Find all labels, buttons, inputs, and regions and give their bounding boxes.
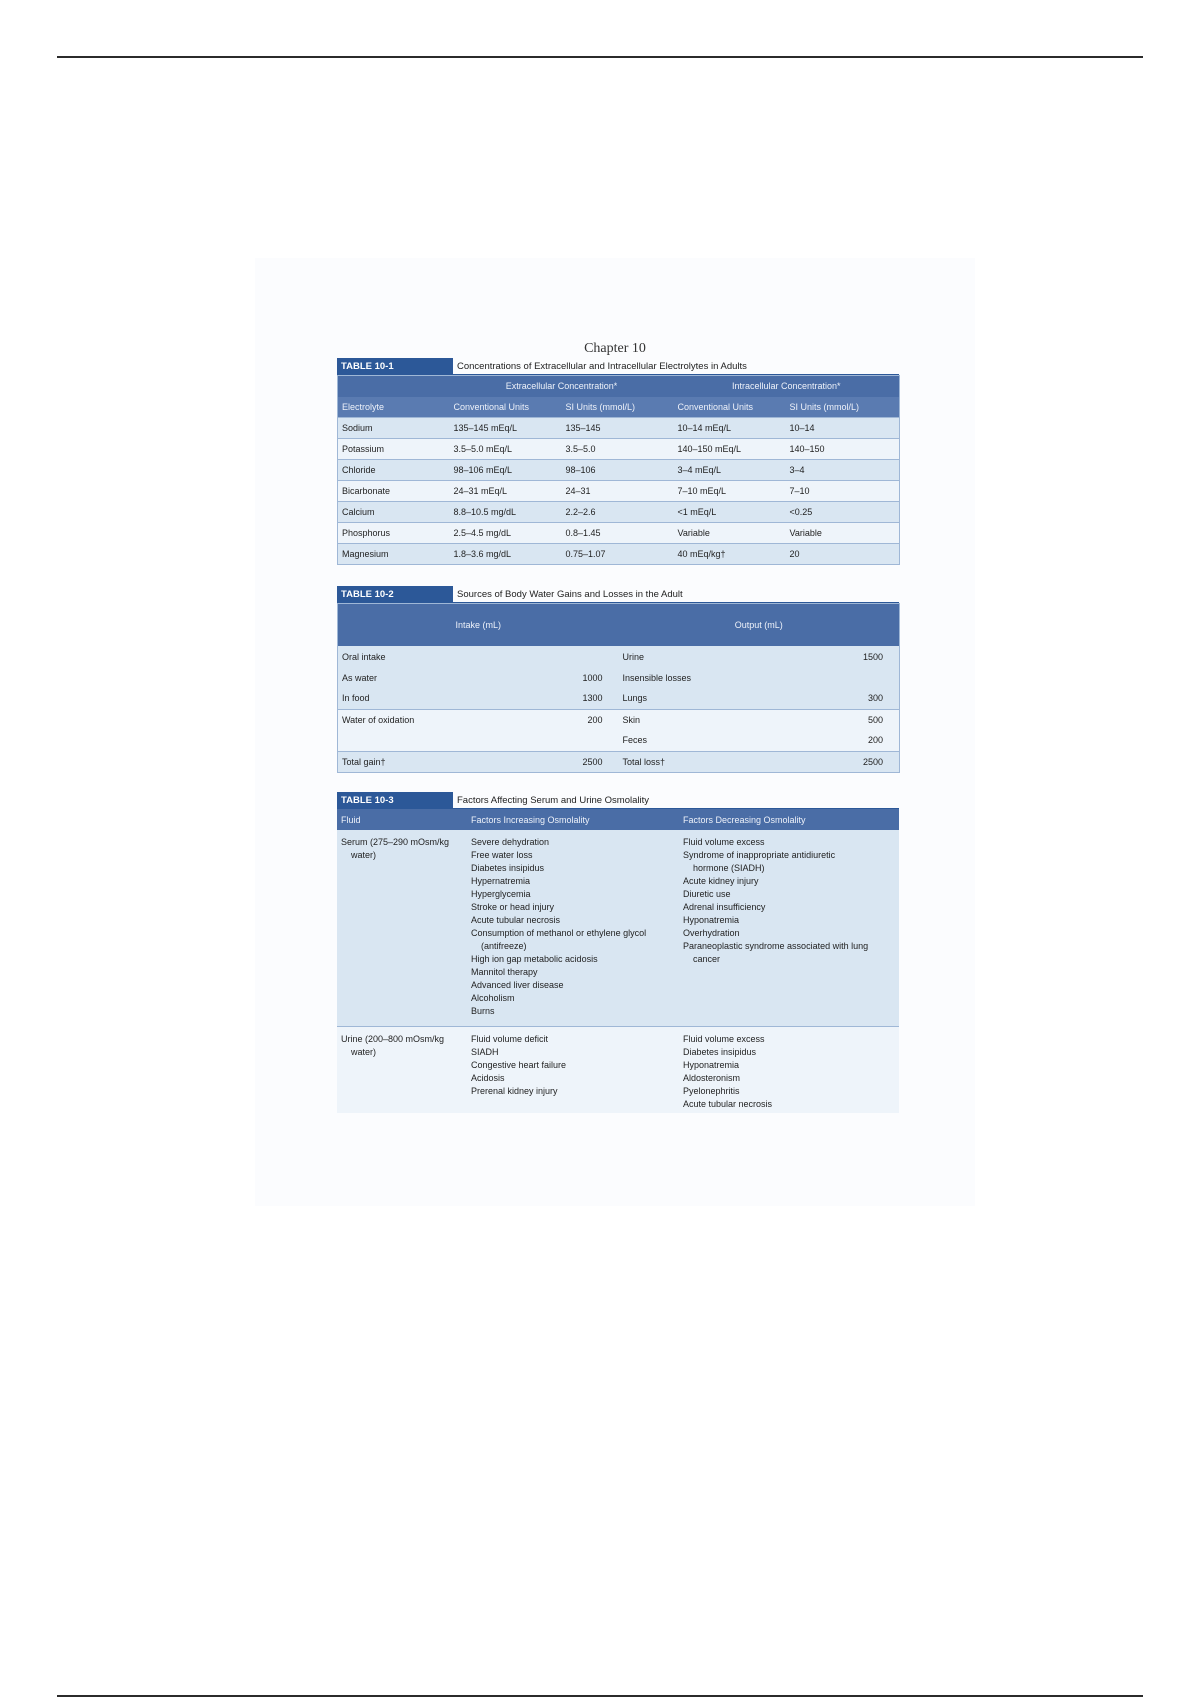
column-header: SI Units (mmol/L)	[786, 397, 900, 418]
footer-rule	[57, 1695, 1143, 1697]
increasing-list	[467, 830, 679, 1027]
output-header: Output (mL)	[619, 604, 900, 647]
header-row	[338, 604, 900, 647]
table-cell: 40 mEq/kg†	[674, 544, 786, 565]
table-cell: Water of oxidation	[338, 709, 483, 730]
table-cell: 3.5–5.0	[562, 439, 674, 460]
table-row	[338, 667, 900, 688]
table-row	[338, 544, 900, 565]
table-tag: TABLE 10-1	[337, 358, 453, 375]
table-cell: 135–145 mEq/L	[450, 418, 562, 439]
scanned-page	[255, 258, 975, 1206]
table-cell: 135–145	[562, 418, 674, 439]
list-item: Hyponatremia	[683, 915, 740, 925]
table-row	[338, 502, 900, 523]
column-header-row	[338, 397, 900, 418]
fluid-label-cont: water)	[351, 850, 377, 860]
table-row	[338, 460, 900, 481]
group-extracellular: Extracellular Concentration*	[450, 376, 674, 397]
table-row	[338, 481, 900, 502]
table-cell: 2500	[764, 751, 900, 772]
list-item: Pyelonephritis	[683, 1086, 740, 1096]
table-cell: As water	[338, 667, 483, 688]
column-header: Conventional Units	[674, 397, 786, 418]
table-cell: 1300	[483, 688, 619, 709]
table-cell: Oral intake	[338, 646, 483, 667]
table-cell	[338, 730, 483, 751]
table-cell: Skin	[619, 709, 764, 730]
table-cell: 24–31	[562, 481, 674, 502]
table-cell: 8.8–10.5 mg/dL	[450, 502, 562, 523]
group-intracellular: Intracellular Concentration*	[674, 376, 900, 397]
column-header: Factors Decreasing Osmolality	[679, 809, 899, 830]
table-label	[337, 792, 899, 809]
list-item: Diabetes insipidus	[683, 1047, 757, 1057]
column-header: Fluid	[337, 809, 467, 830]
table-cell: Chloride	[338, 460, 450, 481]
table-cell: 0.8–1.45	[562, 523, 674, 544]
table-label	[337, 586, 899, 603]
fluid-label: Urine (200–800 mOsm/kg	[341, 1034, 445, 1044]
list-item: Free water loss	[471, 850, 533, 860]
electrolytes-table	[337, 375, 900, 565]
table-cell: 1000	[483, 667, 619, 688]
table-cell: <1 mEq/L	[674, 502, 786, 523]
table-cell: Feces	[619, 730, 764, 751]
table-10-1	[337, 358, 899, 565]
table-cell: 10–14	[786, 418, 900, 439]
decreasing-list	[679, 1027, 899, 1114]
fluid-label: Serum (275–290 mOsm/kg	[341, 837, 450, 847]
list-item: Hyponatremia	[683, 1060, 740, 1070]
fluid-cell	[337, 830, 467, 1027]
list-item: Burns	[471, 1006, 495, 1016]
list-item: Syndrome of inappropriate antidiuretic	[683, 850, 836, 860]
table-cell: 200	[764, 730, 900, 751]
table-cell: 98–106	[562, 460, 674, 481]
table-cell: 20	[786, 544, 900, 565]
list-item: Mannitol therapy	[471, 967, 538, 977]
list-item: Advanced liver disease	[471, 980, 564, 990]
table-cell	[483, 730, 619, 751]
water-balance-table	[337, 603, 900, 773]
table-cell: 500	[764, 709, 900, 730]
table-cell	[764, 667, 900, 688]
table-cell: In food	[338, 688, 483, 709]
list-item: Acute kidney injury	[683, 876, 759, 886]
chapter-heading: Chapter 10	[584, 341, 646, 356]
column-header: Electrolyte	[338, 397, 450, 418]
table-cell: 3.5–5.0 mEq/L	[450, 439, 562, 460]
table-cell: Phosphorus	[338, 523, 450, 544]
list-item: Fluid volume deficit	[471, 1034, 549, 1044]
table-cell: 7–10	[786, 481, 900, 502]
table-cell: Variable	[674, 523, 786, 544]
table-row	[338, 439, 900, 460]
table-row	[338, 730, 900, 751]
table-cell: Bicarbonate	[338, 481, 450, 502]
table-cell: Total gain†	[338, 751, 483, 772]
serum-row	[337, 830, 899, 1027]
table-cell: 1.8–3.6 mg/dL	[450, 544, 562, 565]
table-cell: Total loss†	[619, 751, 764, 772]
table-cell: 7–10 mEq/L	[674, 481, 786, 502]
table-cell: 300	[764, 688, 900, 709]
table-cell: 140–150	[786, 439, 900, 460]
column-header: Conventional Units	[450, 397, 562, 418]
list-item: Alcoholism	[471, 993, 515, 1003]
list-item: Overhydration	[683, 928, 740, 938]
table-tag: TABLE 10-2	[337, 586, 453, 603]
list-item: Stroke or head injury	[471, 902, 555, 912]
table-row	[338, 709, 900, 730]
list-item: Acute tubular necrosis	[683, 1099, 773, 1109]
table-cell: Calcium	[338, 502, 450, 523]
table-cell: Lungs	[619, 688, 764, 709]
list-item: SIADH	[471, 1047, 499, 1057]
osmolality-table	[337, 809, 899, 1113]
header-rule	[57, 56, 1143, 58]
table-row	[338, 418, 900, 439]
list-item: Hyperglycemia	[471, 889, 531, 899]
list-item: Aldosteronism	[683, 1073, 741, 1083]
table-title: Sources of Body Water Gains and Losses in the Adult	[453, 586, 899, 603]
table-10-3	[337, 792, 899, 1113]
table-cell: <0.25	[786, 502, 900, 523]
table-cell: Insensible losses	[619, 667, 764, 688]
list-item: (antifreeze)	[481, 941, 527, 951]
list-item: Consumption of methanol or ethylene glycol	[471, 928, 647, 938]
table-tag: TABLE 10-3	[337, 792, 453, 809]
column-header: Factors Increasing Osmolality	[467, 809, 679, 830]
table-row	[338, 523, 900, 544]
table-cell	[483, 646, 619, 667]
table-cell: 200	[483, 709, 619, 730]
table-cell: 24–31 mEq/L	[450, 481, 562, 502]
list-item: hormone (SIADH)	[693, 863, 765, 873]
table-row	[338, 751, 900, 772]
intake-header: Intake (mL)	[338, 604, 619, 647]
fluid-label-cont: water)	[351, 1047, 377, 1057]
table-title: Concentrations of Extracellular and Intracellular Electrolytes in Adults	[453, 358, 899, 375]
table-cell: 3–4 mEq/L	[674, 460, 786, 481]
table-row	[338, 688, 900, 709]
list-item: cancer	[693, 954, 721, 964]
list-item: Acidosis	[471, 1073, 505, 1083]
list-item: Congestive heart failure	[471, 1060, 567, 1070]
list-item: High ion gap metabolic acidosis	[471, 954, 598, 964]
list-item: Adrenal insufficiency	[683, 902, 766, 912]
increasing-list	[467, 1027, 679, 1114]
list-item: Diuretic use	[683, 889, 731, 899]
list-item: Diabetes insipidus	[471, 863, 545, 873]
list-item: Acute tubular necrosis	[471, 915, 561, 925]
list-item: Prerenal kidney injury	[471, 1086, 558, 1096]
table-cell: 2.2–2.6	[562, 502, 674, 523]
decreasing-list	[679, 830, 899, 1027]
column-header-row	[337, 809, 899, 830]
table-cell: 3–4	[786, 460, 900, 481]
table-cell: 1500	[764, 646, 900, 667]
table-cell: 140–150 mEq/L	[674, 439, 786, 460]
fluid-cell	[337, 1027, 467, 1114]
list-item: Fluid volume excess	[683, 1034, 765, 1044]
table-cell: Urine	[619, 646, 764, 667]
table-title: Factors Affecting Serum and Urine Osmolality	[453, 792, 899, 809]
table-cell: 98–106 mEq/L	[450, 460, 562, 481]
list-item: Severe dehydration	[471, 837, 550, 847]
urine-row	[337, 1027, 899, 1114]
table-cell: 2.5–4.5 mg/dL	[450, 523, 562, 544]
table-cell: 2500	[483, 751, 619, 772]
list-item: Hypernatremia	[471, 876, 531, 886]
table-cell: Sodium	[338, 418, 450, 439]
table-row	[338, 646, 900, 667]
list-item: Fluid volume excess	[683, 837, 765, 847]
table-cell: Potassium	[338, 439, 450, 460]
table-cell: Variable	[786, 523, 900, 544]
table-cell: Magnesium	[338, 544, 450, 565]
list-item: Paraneoplastic syndrome associated with lung	[683, 941, 869, 951]
table-label	[337, 358, 899, 375]
table-cell: 10–14 mEq/L	[674, 418, 786, 439]
table-cell: 0.75–1.07	[562, 544, 674, 565]
column-header: SI Units (mmol/L)	[562, 397, 674, 418]
group-header-row	[338, 376, 900, 397]
table-10-2	[337, 586, 899, 773]
